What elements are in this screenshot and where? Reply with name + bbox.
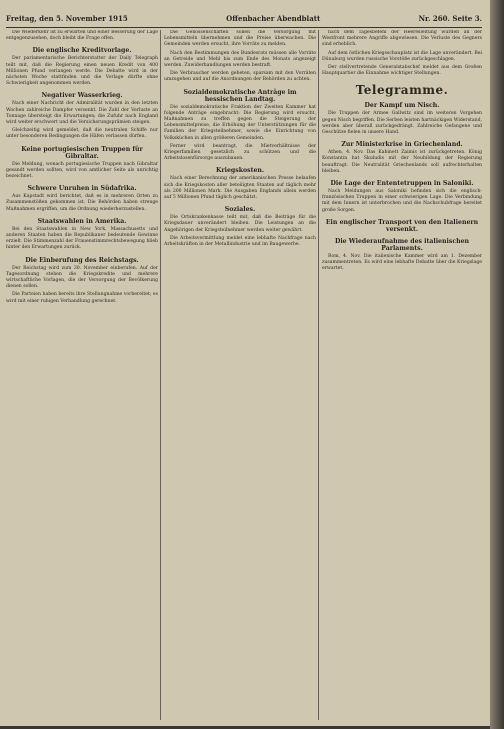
article-paragraph: Die Wiederkehr ist zu erwarten und einer Besserung der Lage entgegenzusehen, doch bleibt die Frage offen.: [6, 30, 158, 42]
article-paragraph: Die sozialdemokratische Fraktion der Zweiten Kammer hat folgende Anträge eingebracht: Die Regierung wird ersucht, Maßnahmen zu treffen gegen die Steigerung der Lebensmittelpreise, die Erhöhung der Unterstützungen für die Familien der Kriegsteilnehmer, sowie die Einrichtung von Volksküchen in allen größeren Gemeinden.: [164, 104, 316, 141]
article-paragraph: Der Reichstag wird zum 30. November einberufen. Auf der Tagesordnung stehen die Kriegskredite und mehrere wirtschaftliche Vorlagen, die der Versorgung der Bevölkerung dienen sollen.: [6, 265, 158, 290]
page-header: [6, 14, 482, 26]
article-paragraph: Ferner wird beantragt, die Mietverhältnisse der Kriegerfamilien gesetzlich zu schützen und die Arbeitslosenfürsorge auszubauen.: [164, 143, 316, 162]
article-paragraph: Die Verbraucher werden gebeten, sparsam mit den Vorräten umzugehen und auf die Anordnungen der Behörden zu achten.: [164, 71, 316, 83]
article-paragraph: Der parlamentarische Berichterstatter der Daily Telegraph teilt mit, daß die Regierung einen neuen Kredit von 400 Millionen Pfund verlangen werde. Die Debatte wird in der nächsten Woche stattfinden und die Vorlage dürfte ohne Schwierigkeit angenommen werden.: [6, 56, 158, 87]
column-divider: [318, 30, 319, 720]
article-headline: Keine portugiesischen Truppen für Gibraltar.: [21, 145, 143, 160]
article-paragraph: Nach einer Berechnung der amerikanischen Presse belaufen sich die Kriegskosten aller beteiligten Staaten auf täglich mehr als 200 Millionen Mark. Die Ausgaben Englands allein werden auf 5 Millionen Pfund täglich geschätzt.: [164, 176, 316, 201]
column-divider: [160, 30, 161, 720]
article-headline: Der Kampf um Nisch.: [364, 102, 440, 110]
issue-number: Nr. 260. Seite 3.: [418, 14, 482, 23]
column-2: [164, 30, 316, 720]
issue-date: Freitag, den 5. November 1915: [6, 14, 128, 23]
article-headline: Die Lage der Ententetruppen in Saloniki.: [330, 180, 474, 188]
article-paragraph: Athen, 4. Nov. Das Kabinett Zaimis ist zurückgetreten. König Konstantin hat Skuludis mit der Neubildung der Regierung beauftragt. Die Neutralität Griechenlands soll aufrechterhalten bleiben.: [322, 150, 482, 174]
paper-title: Offenbacher Abendblatt: [226, 14, 321, 23]
article-paragraph: Die Genossenschaften sollen die Versorgung mit Lebensmitteln übernehmen und die Preise überwachen. Die Gemeinden werden ersucht, ihre Vorräte zu melden.: [164, 30, 316, 48]
column-3: [322, 30, 482, 720]
article-headline: Ein englischer Transport von den Italienern versenkt.: [325, 218, 479, 233]
article-headline: Zur Ministerkrise in Griechenland.: [341, 141, 463, 149]
article-paragraph: Nach einer Nachricht der Admiralität wurden in den letzten Wochen zahlreiche Dampfer versenkt. Die Zahl der Verluste an Tonnage übersteigt die Erwartungen; die Zufuhr nach England wird weiter erschwert und die Versicherungsprämien steigen.: [6, 101, 158, 126]
article-headline: Soziales.: [224, 206, 256, 214]
article-paragraph: Aus Kapstadt wird berichtet, daß es in mehreren Orten zu Zusammenstößen gekommen ist. Die Behörden haben strenge Maßnahmen ergriffen, um die Ordnung wiederherzustellen.: [6, 194, 158, 212]
binding-edge: [490, 0, 504, 729]
article-headline: Schwere Unruhen in Südafrika.: [27, 185, 137, 193]
article-paragraph: Die Arbeitsvermittlung meldet eine lebhafte Nachfrage nach Arbeitskräften in der Metallindustrie und im Baugewerbe.: [164, 235, 316, 248]
article-paragraph: Die Truppen der Armee Gallwitz sind im weiteren Vorgehen gegen Nisch begriffen. Die Serben leisten hartnäckigen Widerstand, werden aber überall zurückgedrängt. Zahlreiche Gefangene und Geschütze fielen in unsere Hand.: [322, 111, 482, 136]
article-headline: Staatswahlen in Amerika.: [37, 217, 127, 225]
article-paragraph: Bei den Staatswahlen in New York, Massachusetts und anderen Staaten haben die Republikaner bedeutende Gewinne erzielt. Die Stimmenzahl der Frauenstimmrechtsbewegung blieb hinter den Erwartungen zurück.: [6, 226, 158, 251]
article-paragraph: Gleichzeitig wird gemeldet, daß die neutralen Schiffe nur unter besonderen Bedingungen die Häfen verlassen dürfen.: [6, 128, 158, 140]
article-headline: Die englische Kreditvorlage.: [32, 47, 132, 55]
article-paragraph: Auf dem östlichen Kriegsschauplatz ist die Lage unverändert. Bei Dünaburg wurden russische Vorstöße zurückgeschlagen.: [322, 50, 482, 62]
article-paragraph: nach dem Tagesbefehl der Heeresleitung wurden an der Westfront mehrere Angriffe abgewiesen. Die Verluste des Gegners sind erheblich.: [322, 30, 482, 48]
article-paragraph: Die Ortskrankenkasse teilt mit, daß die Beiträge für die Kriegsdauer unverändert bleiben. Die Leistungen an die Angehörigen der Kriegsteilnehmer werden weiter gewährt.: [164, 215, 316, 233]
article-headline: Sozialdemokratische Anträge im hessischen Landtag.: [183, 88, 297, 103]
column-1: [6, 30, 158, 720]
article-paragraph: Die Meldung, wonach portugiesische Truppen nach Gibraltar gesandt werden sollten, wird von amtlicher Seite als unrichtig bezeichnet.: [6, 161, 158, 180]
article-paragraph: Die Parteien haben bereits ihre Stellungnahme vorbereitet; es wird mit einer ruhigen Verhandlung gerechnet.: [6, 292, 158, 304]
article-paragraph: Nach den Bestimmungen des Bundesrats müssen alle Vorräte an Getreide und Mehl bis zum Ende des Monats angezeigt werden. Zuwiderhandlungen werden bestraft.: [164, 50, 316, 69]
article-headline: Die Einberufung des Reichstags.: [25, 256, 139, 264]
article-headline: Die Wiederaufnahme des italienischen Parlaments.: [334, 237, 470, 252]
article-paragraph: Nach Meldungen aus Saloniki befinden sich die englisch-französischen Truppen in einer schwierigen Lage. Die Verbindung mit dem Innern ist unterbrochen und die Nachschubfrage bereitet große Sorgen.: [322, 189, 482, 213]
header-rule: [6, 27, 482, 28]
article-headline: Negativer Wasserkrieg.: [41, 92, 123, 100]
article-headline: Kriegskosten.: [215, 167, 265, 175]
article-paragraph: Der stellvertretende Generalstabschef meldet aus dem Großen Hauptquartier die Einnahme wichtiger Stellungen.: [322, 65, 482, 77]
section-title: Telegramme.: [355, 83, 449, 98]
article-paragraph: Rom, 4. Nov. Die italienische Kammer wird am 1. Dezember zusammentreten. Es wird eine lebhafte Debatte über die Kriegslage erwartet.: [322, 253, 482, 272]
